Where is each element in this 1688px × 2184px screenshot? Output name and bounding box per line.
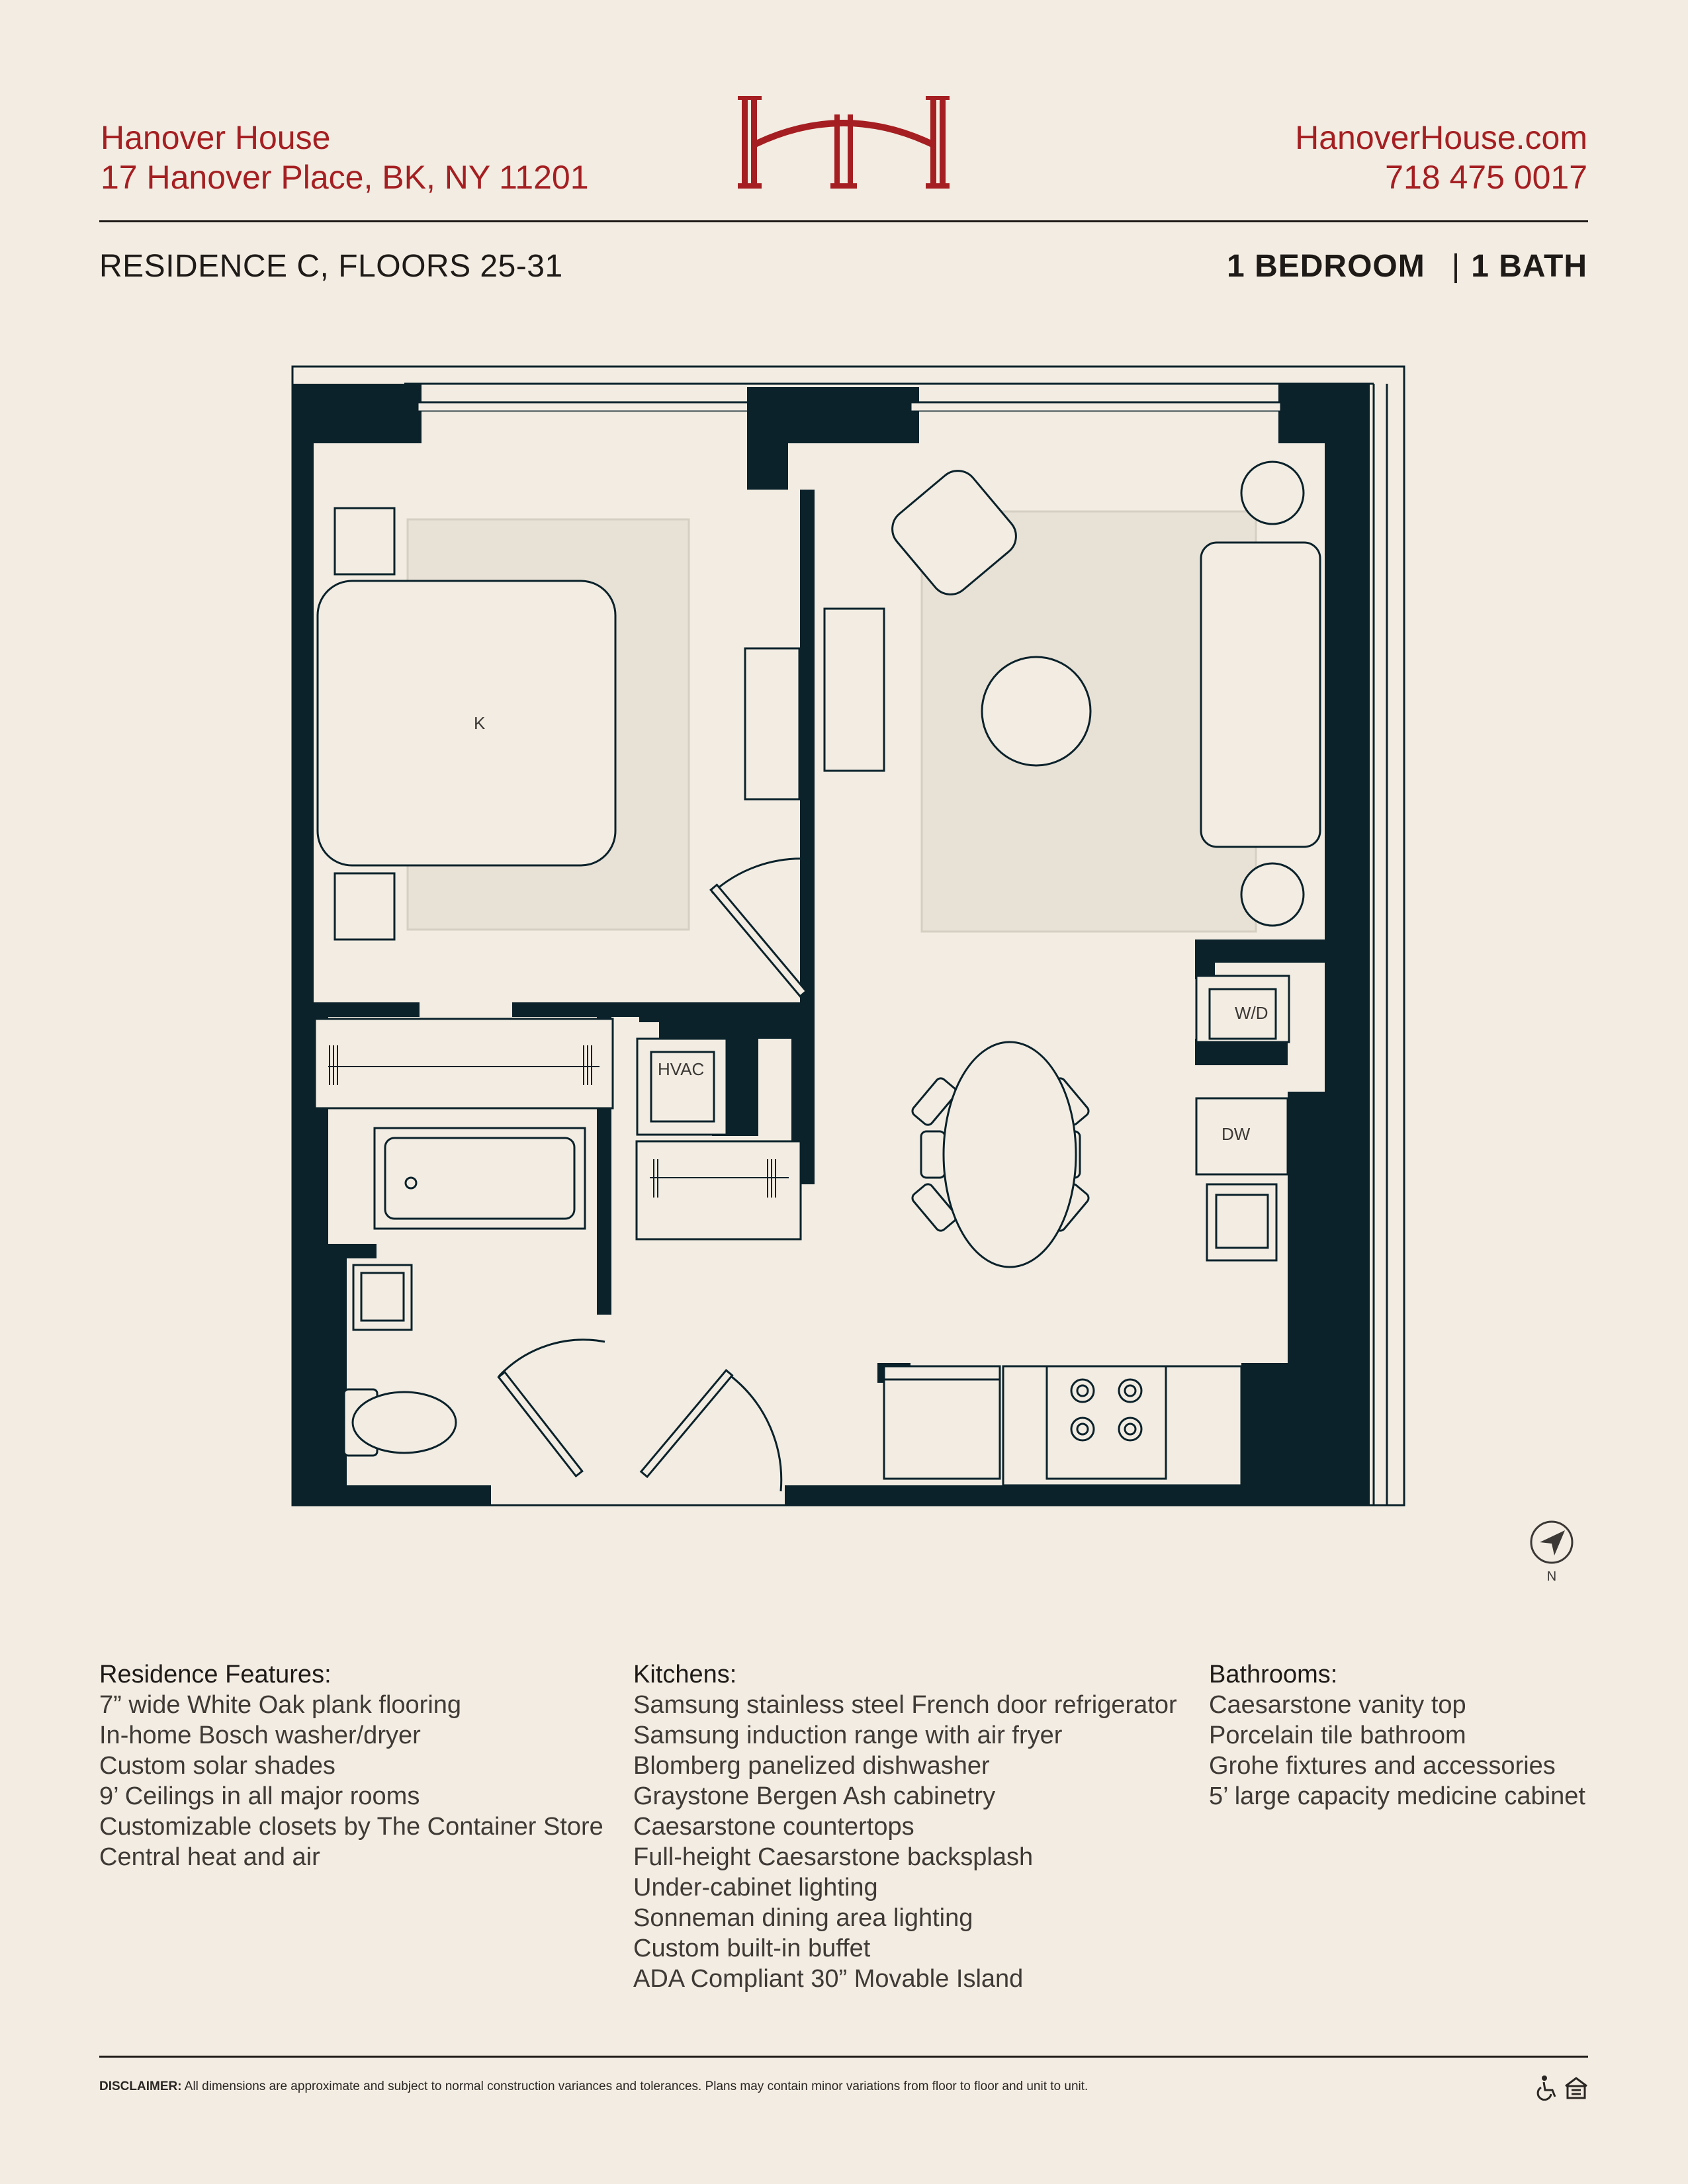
accessibility-icon <box>1538 2075 1555 2100</box>
refrigerator <box>884 1366 1000 1479</box>
phone-number[interactable]: 718 475 0017 <box>1385 159 1587 196</box>
kitchens-title: Kitchens: <box>633 1661 737 1688</box>
compass-label: N <box>1546 1569 1557 1584</box>
website-link[interactable]: HanoverHouse.com <box>1295 119 1587 156</box>
residence-feature-item: In-home Bosch washer/dryer <box>99 1722 421 1749</box>
bathrooms-title: Bathrooms: <box>1209 1661 1338 1688</box>
hvac-label: HVAC <box>658 1059 705 1079</box>
side-table-top <box>1241 462 1304 524</box>
summary-separator: | <box>1451 249 1461 284</box>
disclaimer <box>99 2079 1088 2094</box>
coffee-table <box>982 657 1090 765</box>
kitchen-feature-item: Samsung induction range with air fryer <box>633 1722 1063 1749</box>
unit-summary <box>1227 248 1587 284</box>
buffet <box>824 609 884 771</box>
nightstand-bottom <box>335 873 394 939</box>
kitchens-column <box>633 1659 1177 1994</box>
bathroom-feature-item: 5’ large capacity medicine cabinet <box>1209 1782 1585 1810</box>
residence-feature-item: 7” wide White Oak plank flooring <box>99 1691 462 1719</box>
kitchen-feature-item: Custom built-in buffet <box>633 1935 871 1962</box>
kitchen-feature-item: Graystone Bergen Ash cabinetry <box>633 1782 996 1810</box>
bedroom-count: 1 BEDROOM <box>1227 249 1425 284</box>
header-contact-left <box>101 118 589 197</box>
footer-icons <box>1535 2074 1589 2101</box>
disclaimer-text: All dimensions are approximate and subject to normal construction variances and tolerances. Plans may contain minor variations from floor to floor and unit to unit. <box>181 2079 1088 2093</box>
residence-title: RESIDENCE C, FLOORS 25-31 <box>99 249 563 284</box>
residence-feature-item: Custom solar shades <box>99 1752 335 1780</box>
bathroom-feature-item: Grohe fixtures and accessories <box>1209 1752 1556 1780</box>
kitchen-feature-item: ADA Compliant 30” Movable Island <box>633 1965 1024 1993</box>
dishwasher-label: DW <box>1222 1124 1251 1144</box>
header-contact-right <box>1295 118 1587 197</box>
dining-table <box>944 1042 1076 1267</box>
header-divider <box>99 220 1588 222</box>
disclaimer-label: DISCLAIMER: <box>99 2079 182 2093</box>
bathrooms-column <box>1209 1659 1585 1812</box>
washer-dryer-label: W/D <box>1235 1003 1268 1023</box>
residence-feature-item: Central heat and air <box>99 1843 320 1871</box>
north-arrow-icon <box>1525 1518 1578 1585</box>
kitchen-feature-item: Sonneman dining area lighting <box>633 1904 973 1932</box>
floor-plan <box>289 357 1413 1515</box>
residence-features-title: Residence Features: <box>99 1661 332 1688</box>
equal-housing-icon <box>1566 2078 1587 2098</box>
range <box>1047 1366 1166 1479</box>
building-address: 17 Hanover Place, BK, NY 11201 <box>101 159 589 196</box>
building-name: Hanover House <box>101 119 331 156</box>
kitchen-feature-item: Samsung stainless steel French door refrigerator <box>633 1691 1177 1719</box>
kitchen-feature-item: Full-height Caesarstone backsplash <box>633 1843 1034 1871</box>
side-table-bottom <box>1241 863 1304 926</box>
toilet-bowl <box>353 1392 456 1453</box>
dresser <box>745 648 799 799</box>
bathroom-feature-item: Caesarstone vanity top <box>1209 1691 1466 1719</box>
residence-feature-item: 9’ Ceilings in all major rooms <box>99 1782 420 1810</box>
bed <box>318 581 615 865</box>
bath-count: 1 BATH <box>1471 249 1587 284</box>
kitchen-feature-item: Blomberg panelized dishwasher <box>633 1752 990 1780</box>
footer-divider <box>99 2056 1588 2058</box>
kitchen-feature-item: Under-cabinet lighting <box>633 1874 878 1901</box>
nightstand-top <box>335 508 394 574</box>
residence-feature-item: Customizable closets by The Container Store <box>99 1813 603 1841</box>
kitchen-feature-item: Caesarstone countertops <box>633 1813 914 1841</box>
bathroom-feature-item: Porcelain tile bathroom <box>1209 1722 1466 1749</box>
hh-monogram-logo <box>738 96 950 189</box>
residence-features-column <box>99 1659 603 1872</box>
sofa <box>1201 543 1320 847</box>
bed-label: K <box>474 713 486 733</box>
